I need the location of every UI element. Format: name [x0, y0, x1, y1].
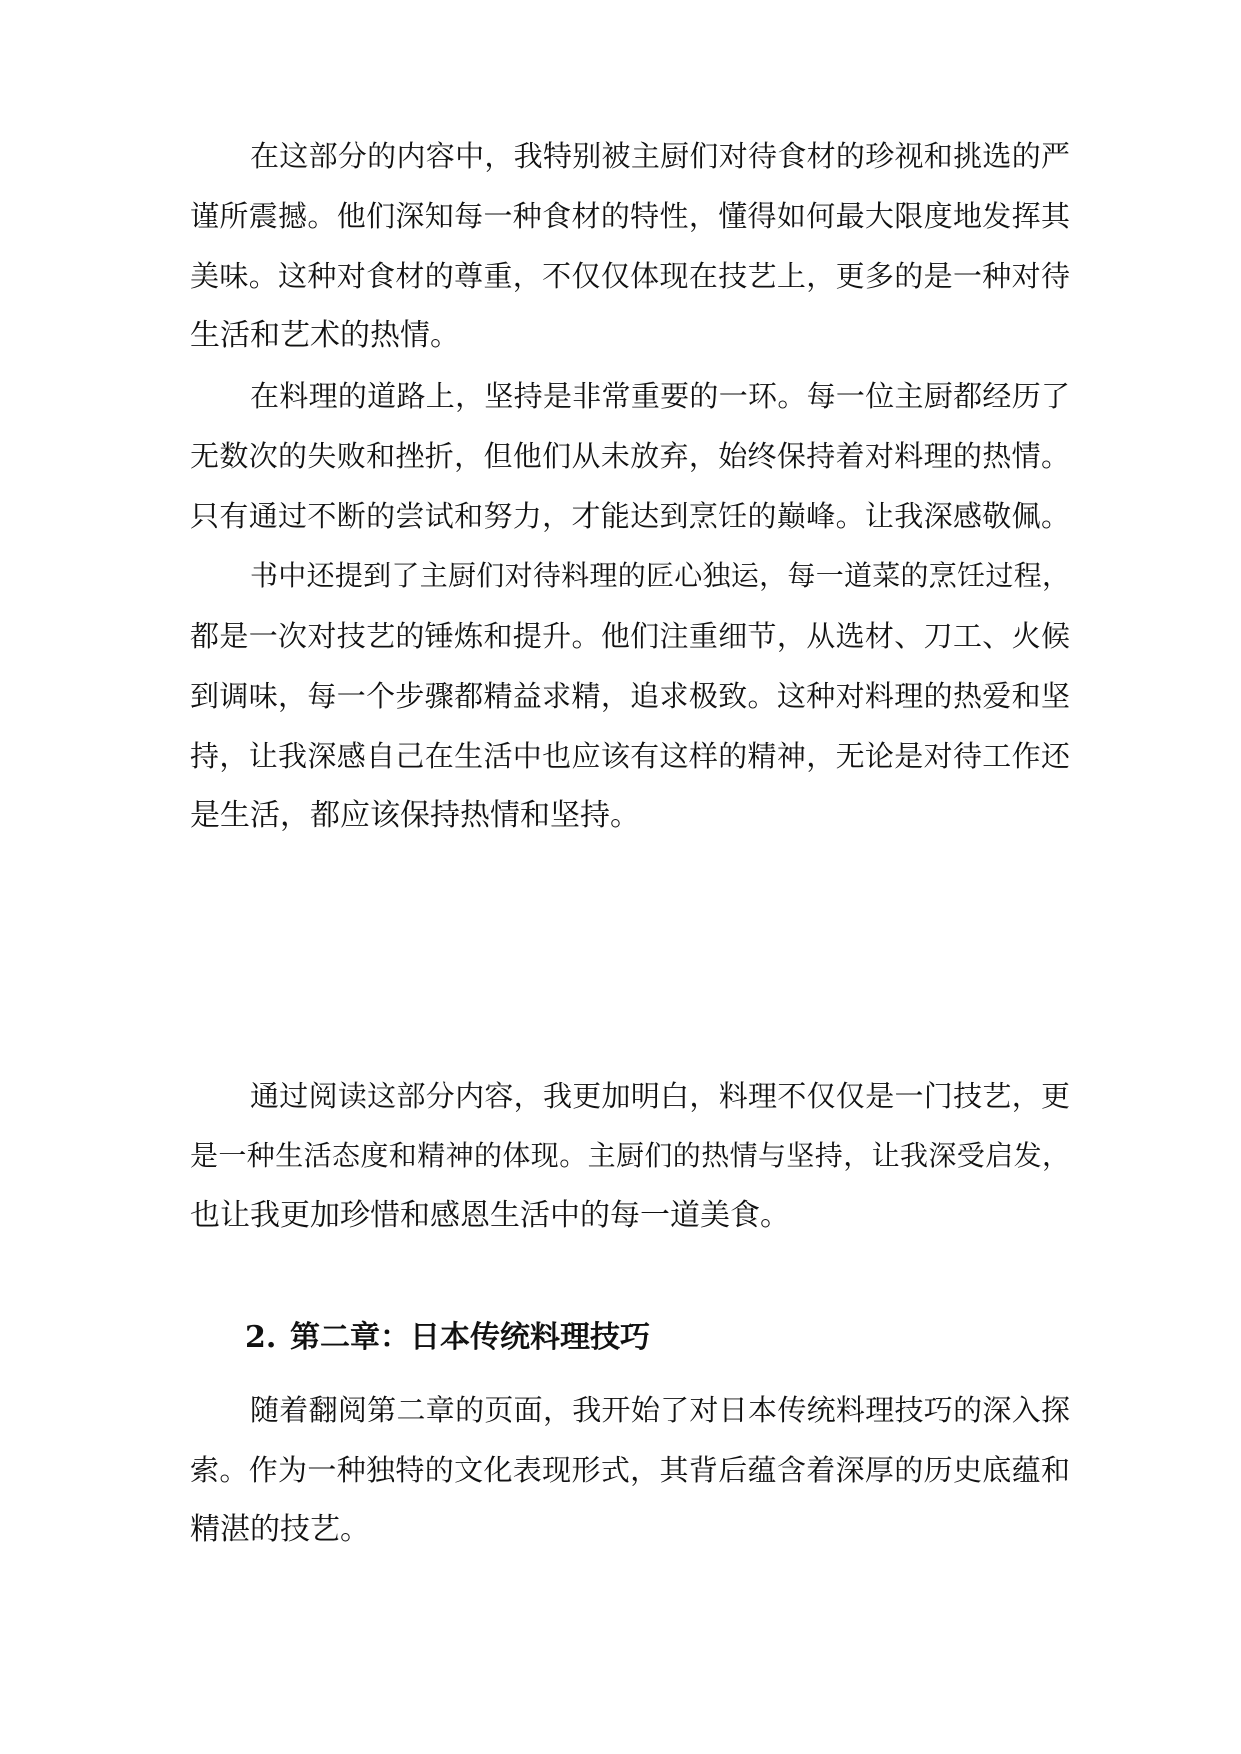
paragraph-line: 到调味，每一个步骤都精益求精，追求极致。这种对料理的热爱和坚 — [190, 679, 1070, 713]
section-title: 第二章：日本传统料理技巧 — [290, 1320, 650, 1355]
paragraph-line: 谨所震撼。他们深知每一种食材的特性，懂得如何最大限度地发挥其 — [190, 199, 1070, 233]
paragraph-line: 持，让我深感自己在生活中也应该有这样的精神，无论是对待工作还 — [190, 739, 1070, 773]
paragraph-line: 也让我更加珍惜和感恩生活中的每一道美食。 — [190, 1198, 790, 1233]
paragraph-line: 无数次的失败和挫折，但他们从未放弃，始终保持着对料理的热情。 — [190, 439, 1070, 473]
paragraph-line: 是生活，都应该保持热情和坚持。 — [190, 798, 640, 833]
paragraph-line: 书中还提到了主厨们对待料理的匠心独运，每一道菜的烹饪过程， — [250, 559, 1070, 592]
paragraph-line: 精湛的技艺。 — [190, 1512, 370, 1547]
paragraph-line: 通过阅读这部分内容，我更加明白，料理不仅仅是一门技艺，更 — [250, 1079, 1070, 1113]
paragraph-line: 都是一次对技艺的锤炼和提升。他们注重细节，从选材、刀工、火候 — [190, 619, 1070, 653]
paragraph-line: 只有通过不断的尝试和努力，才能达到烹饪的巅峰。让我深感敬佩。 — [190, 499, 1070, 533]
paragraph-line: 美味。这种对食材的尊重，不仅仅体现在技艺上，更多的是一种对待 — [190, 259, 1070, 293]
paragraph-line: 生活和艺术的热情。 — [190, 318, 460, 353]
section-heading — [245, 1308, 650, 1368]
paragraph-line: 是一种生活态度和精神的体现。主厨们的热情与坚持，让我深受启发， — [190, 1139, 1070, 1172]
paragraph-line: 随着翻阅第二章的页面，我开始了对日本传统料理技巧的深入探 — [250, 1393, 1070, 1427]
section-number: 2. — [245, 1320, 277, 1355]
paragraph-line: 索。作为一种独特的文化表现形式，其背后蕴含着深厚的历史底蕴和 — [190, 1453, 1070, 1487]
paragraph-line: 在料理的道路上，坚持是非常重要的一环。每一位主厨都经历了 — [250, 379, 1070, 413]
paragraph-line: 在这部分的内容中，我特别被主厨们对待食材的珍视和挑选的严 — [250, 139, 1070, 173]
